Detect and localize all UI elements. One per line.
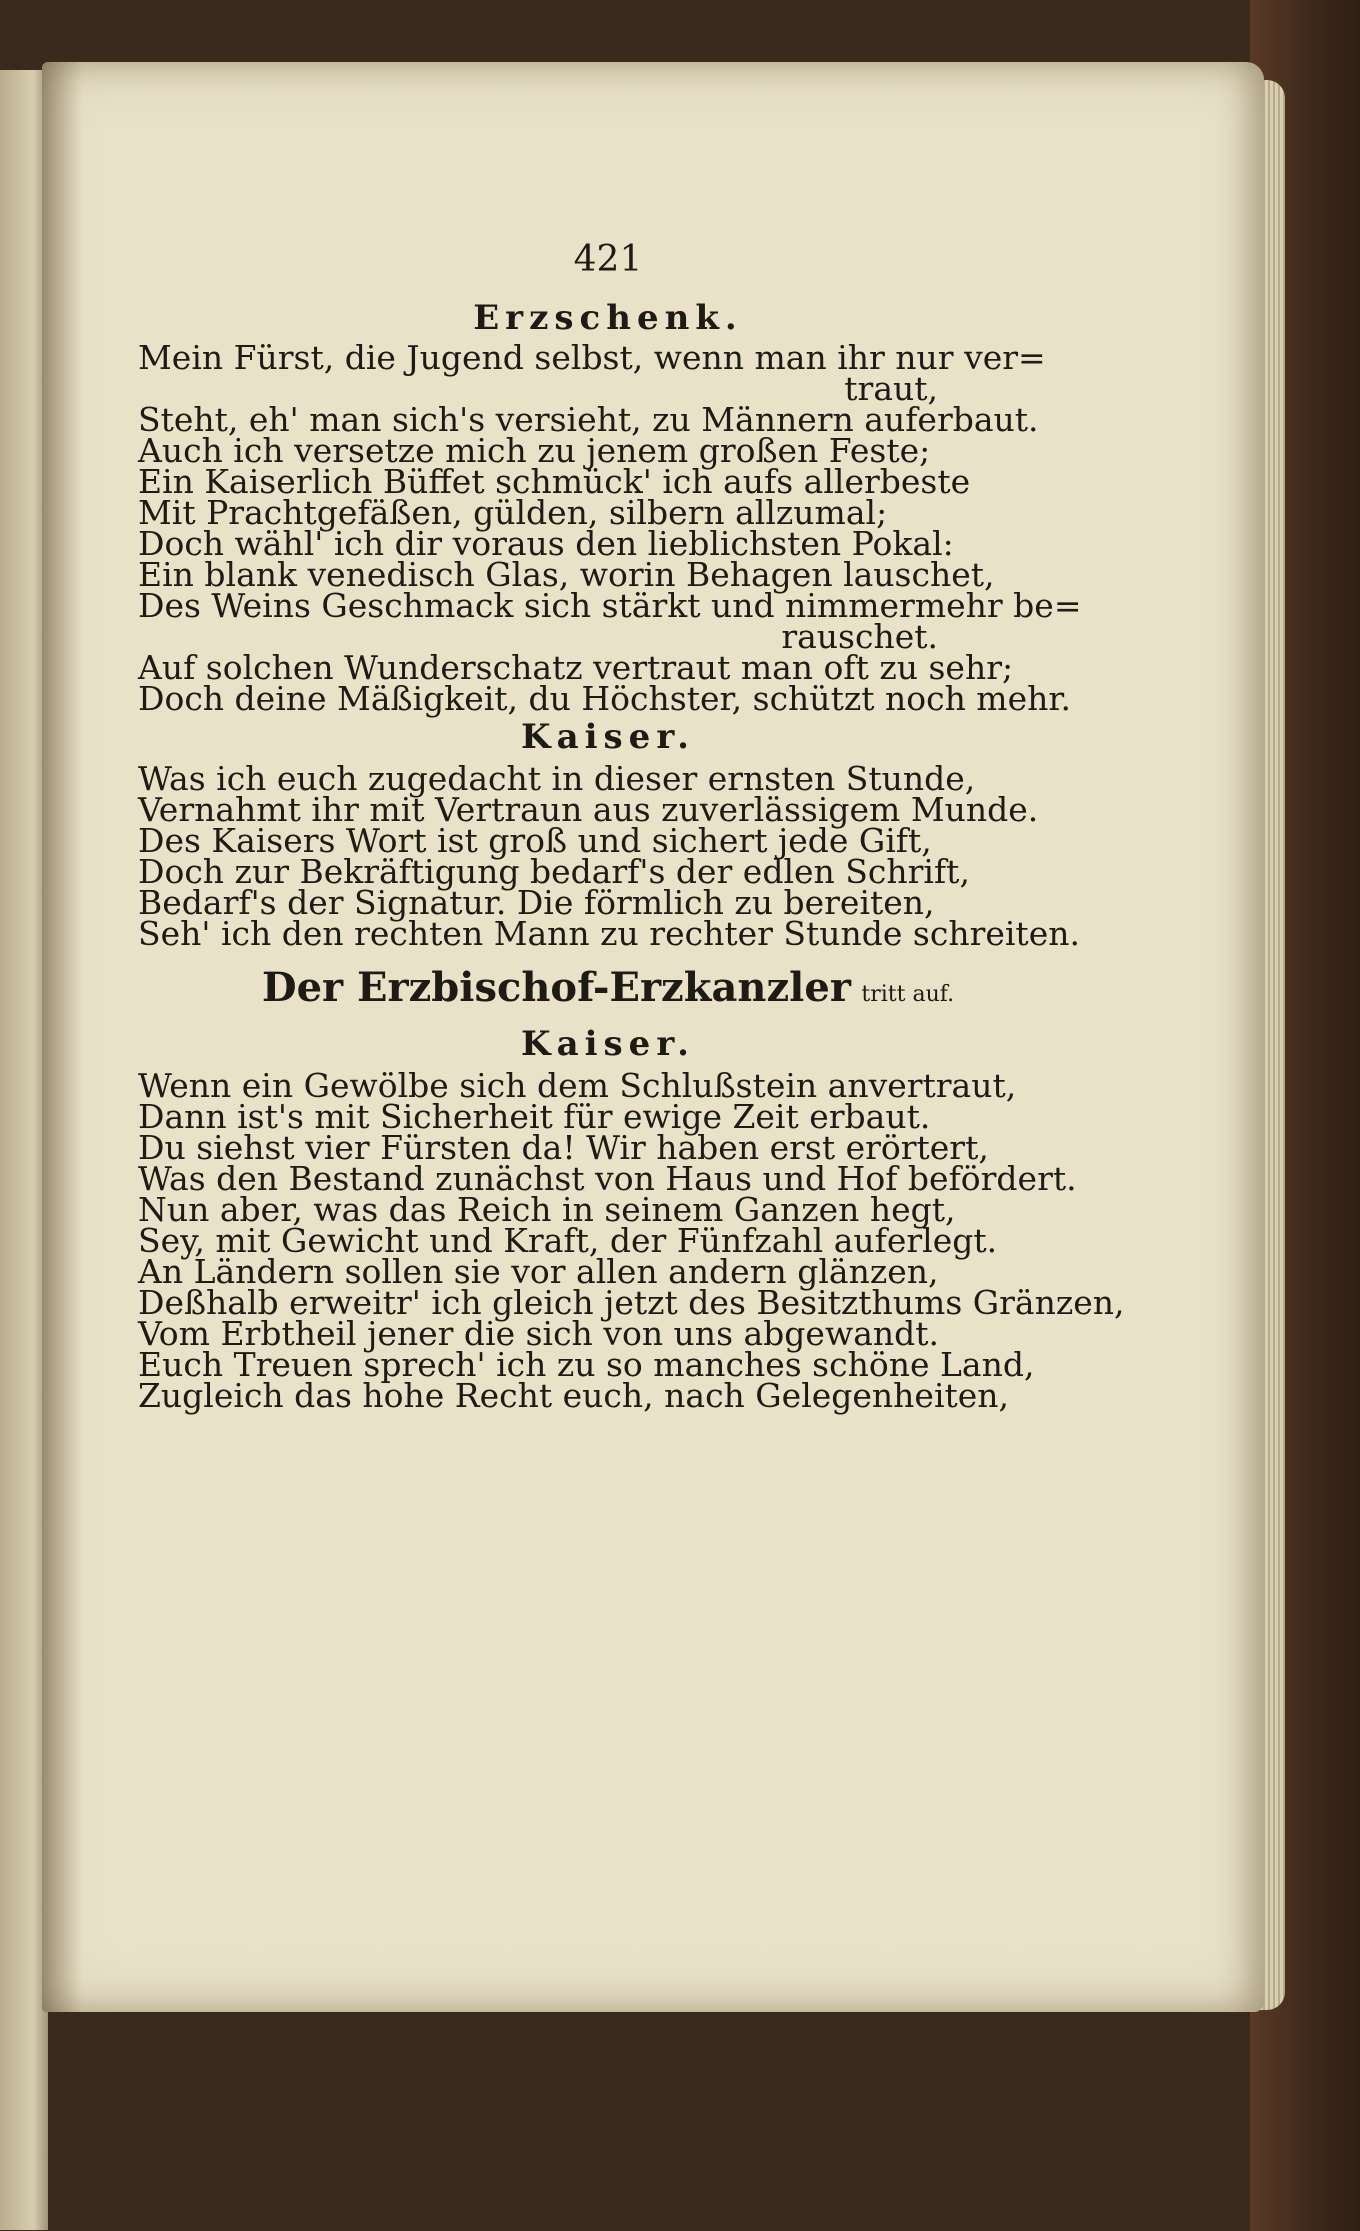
speaker-erzschenk: Erzschenk. [473, 298, 743, 338]
verse-line: Doch deine Mäßigkeit, du Höchster, schützt noch mehr. [138, 679, 1072, 718]
verse-line: Mein Fürst, die Jugend selbst, wenn man ihr nur ver= [138, 338, 1046, 377]
page-number: 421 [573, 239, 643, 280]
verse-line: Euch Treuen sprech' ich zu so manches schöne Land, [138, 1345, 1035, 1384]
verse-line: Ein blank venedisch Glas, worin Behagen lauschet, [138, 555, 995, 594]
verse-line: Auf solchen Wunderschatz vertraut man oft zu sehr; [138, 648, 1014, 687]
verse-line: Mit Prachtgefäßen, gülden, silbern allzumal; [138, 493, 888, 532]
left-page-edge [0, 70, 48, 2230]
verse-line: Zugleich das hohe Recht euch, nach Gelegenheiten, [138, 1376, 1010, 1415]
verse-line: Deßhalb erweitr' ich gleich jetzt des Besitzthums Gränzen, [138, 1283, 1125, 1322]
verse-line: Wenn ein Gewölbe sich dem Schlußstein anvertraut, [138, 1066, 1017, 1105]
stage-direction-action: tritt auf. [861, 982, 955, 1007]
verse-line-continuation: rauschet. [781, 617, 938, 656]
verse-line: Du siehst vier Fürsten da! Wir haben erst erörtert, [138, 1128, 989, 1167]
verse-line: Steht, eh' man sich's versieht, zu Männern auferbaut. [138, 400, 1039, 439]
stage-direction [138, 964, 1078, 1015]
verse-line: Doch zur Bekräftigung bedarf's der edlen Schrift, [138, 852, 970, 891]
verse-line: Bedarf's der Signatur. Die förmlich zu bereiten, [138, 883, 935, 922]
stage-direction-character: Der Erzbischof-Erzkanzler [261, 964, 851, 1011]
verse-line: Seh' ich den rechten Mann zu rechter Stunde schreiten. [138, 914, 1080, 953]
verse-line: Dann ist's mit Sicherheit für ewige Zeit erbaut. [138, 1097, 931, 1136]
book-page [42, 62, 1264, 2012]
verse-line-continuation: traut, [844, 369, 938, 408]
verse-line: Ein Kaiserlich Büffet schmück' ich aufs allerbeste [138, 462, 971, 501]
verse-line: Des Kaisers Wort ist groß und sichert jede Gift, [138, 821, 932, 860]
verse-line: Was den Bestand zunächst von Haus und Hof befördert. [138, 1159, 1077, 1198]
verse-line: Nun aber, was das Reich in seinem Ganzen hegt, [138, 1190, 956, 1229]
verse-line: Sey, mit Gewicht und Kraft, der Fünfzahl auferlegt. [138, 1221, 998, 1260]
verse-line: Was ich euch zugedacht in dieser ernsten Stunde, [138, 759, 976, 798]
verse-line: Vernahmt ihr mit Vertraun aus zuverlässigem Munde. [138, 790, 1039, 829]
verse-line: Auch ich versetze mich zu jenem großen Feste; [138, 431, 931, 470]
spine-shadow [42, 62, 82, 2012]
verse-line: Des Weins Geschmack sich stärkt und nimmermehr be= [138, 586, 1082, 625]
verse-line: An Ländern sollen sie vor allen andern glänzen, [138, 1252, 939, 1291]
verse-line: Vom Erbtheil jener die sich von uns abgewandt. [138, 1314, 939, 1353]
verse-line: Doch wähl' ich dir voraus den lieblichsten Pokal: [138, 524, 954, 563]
speaker-kaiser: Kaiser. [521, 1024, 695, 1064]
speaker-kaiser: Kaiser. [521, 717, 695, 757]
